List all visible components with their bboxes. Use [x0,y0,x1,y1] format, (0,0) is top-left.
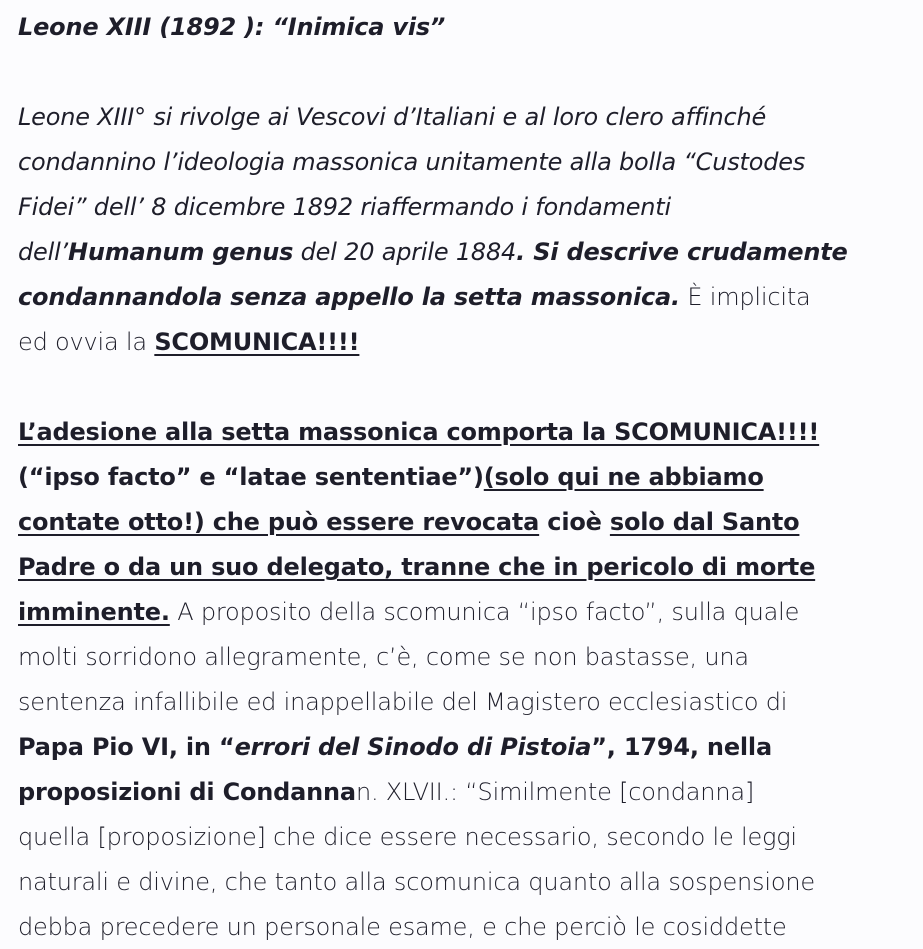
text-fragment: dell’ [18,238,68,266]
para1-line-2: condannino l’ideologia massonica unitamente alla bolla “Custodes [18,148,806,176]
para2-line-5 [18,590,799,635]
para2-line-4: Padre o da un suo delegato, tranne che in pericolo di morte [18,553,816,581]
underlined-text: contate otto!) che può essere revocata [18,508,540,536]
underlined-text: solo dal Santo [609,508,800,536]
para2-line-11: naturali e divine, che tanto alla scomunica quanto alla sospensione [18,868,815,896]
para1-line-4 [18,230,848,275]
heading: Leone XIII (1892 ): “Inimica vis” [18,13,446,41]
para2-line-12: debba precedere un personale esame, e che perciò le cosiddette [18,913,787,941]
para2-line-1: L’adesione alla setta massonica comporta la SCOMUNICA!!!! [18,418,820,446]
scomunica-emphasis: SCOMUNICA!!!! [154,328,360,356]
text-fragment: (“ipso facto” e “latae sententiae”) [18,463,484,491]
para2-line-9 [18,770,754,815]
para1-line-3: Fidei” dell’ 8 dicembre 1892 riaffermando i fondamenti [18,193,671,221]
para2-line-10: quella [proposizione] che dice essere necessario, secondo le leggi [18,823,797,851]
emphasis-sinodo-pistoia: errori del Sinodo di Pistoia [234,733,592,761]
underlined-text: imminente. [18,598,170,626]
text-fragment: ”, 1794, nella [591,733,772,761]
para2-line-3 [18,500,799,545]
text-fragment: cioè [539,508,610,536]
para1-line-6 [18,320,359,365]
para1-line-1: Leone XIII° si rivolge ai Vescovi d’Italiani e al loro clero affinché [18,103,767,131]
para2-line-7: sentenza infallibile ed inappellabile del Magistero ecclesiastico di [18,688,788,716]
text-fragment: A proposito della scomunica “ipso facto”, sulla quale [169,598,800,626]
text-fragment: n. XLVII.: “Similmente [condanna] [355,778,754,806]
para1-line-5 [18,275,811,320]
underlined-text: (solo qui ne abbiamo [483,463,764,491]
text-fragment: Papa Pio VI, in “ [18,733,235,761]
para2-line-6: molti sorridono allegramente, c’è, come se non bastasse, una [18,643,749,671]
text-fragment: È implicita [679,283,811,311]
emphasis-text: . Si descrive crudamente [516,238,848,266]
para2-line-8 [18,725,772,770]
text-fragment: ed ovvia la [18,328,155,356]
text-fragment: del 20 aprile 1884 [293,238,517,266]
emphasis-humanum-genus: Humanum genus [67,238,294,266]
emphasis-text: proposizioni di Condanna [18,778,356,806]
para2-line-2 [18,455,764,500]
emphasis-text: condannandola senza appello la setta massonica. [18,283,680,311]
